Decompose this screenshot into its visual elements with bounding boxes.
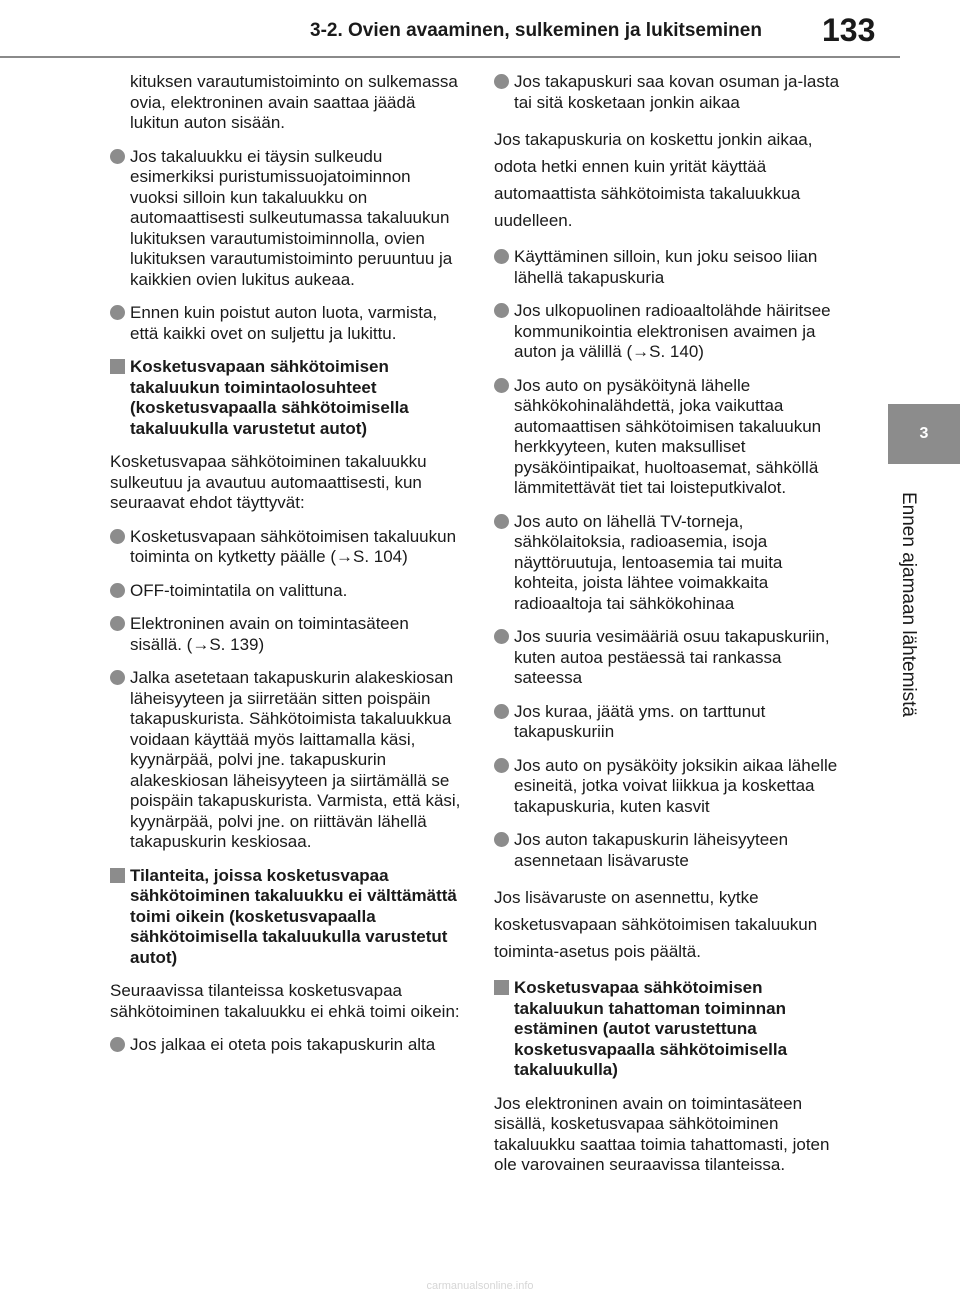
right-column: [494, 72, 846, 1189]
bullet-item: Jos takapuskuri saa kovan osuman ja-lasta tai sitä kosketaan jonkin aikaa: [494, 72, 846, 113]
bullet-dot-icon: [110, 1037, 125, 1052]
page-number: 133: [822, 12, 876, 48]
bullet-dot-icon: [494, 378, 509, 393]
bullet-dot-icon: [110, 149, 125, 164]
paragraph: Seuraavissa tilanteissa kosketusvapaa sähkötoiminen takaluukku ei ehkä toimi oikein:: [110, 981, 460, 1021]
bullet-dot-icon: [494, 74, 509, 89]
bullet-dot-icon: [110, 529, 125, 544]
square-bullet-icon: [110, 868, 125, 883]
bullet-dot-icon: [494, 303, 509, 318]
square-bullet-icon: [494, 980, 509, 995]
bullet-item: Elektroninen avain on toimintasäteen sisällä. (→S. 139): [110, 614, 462, 655]
bullet-item: Jos auto on pysäköity joksikin aikaa lähelle esineitä, jotka voivat liikkua ja koskettaa takapuskuria, kuten kasvit: [494, 756, 846, 818]
bullet-dot-icon: [494, 758, 509, 773]
chapter-number: 3: [919, 425, 929, 442]
header-rule: [0, 56, 900, 58]
bullet-dot-icon: [494, 832, 509, 847]
bullet-dot-icon: [494, 514, 509, 529]
section-heading: Kosketusvapaan sähkötoimisen takaluukun toimintaolosuhteet (kosketusvapaalla sähkötoimisella takaluukulla varustetut autot): [110, 357, 462, 439]
bullet-dot-icon: [494, 704, 509, 719]
square-bullet-icon: [110, 359, 125, 374]
bullet-dot-icon: [110, 583, 125, 598]
section-heading: Kosketusvapaa sähkötoimisen takaluukun tahattoman toiminnan estäminen (autot varustettuna kosketusvapaalla sähkötoimisella takaluukulla): [494, 978, 846, 1081]
paragraph: Jos elektroninen avain on toimintasäteen sisällä, kosketusvapaa sähkötoiminen takaluukku saattaa toimia tahattomasti, joten ole varovainen seuraavissa tilanteissa.: [494, 1093, 830, 1174]
bullet-item: Käyttäminen silloin, kun joku seisoo liian lähellä takapuskuria: [494, 247, 846, 288]
bullet-dot-icon: [110, 670, 125, 685]
bullet-item: Jalka asetetaan takapuskurin alakeskiosan läheisyyteen ja siirretään sitten poispäin takapuskurista. Sähkötoimista takaluukkua voidaan käyttää myös laittamalla käsi, kyynärpää, polvi jne. takapuskurin alakeskiosan läheisyyteen ja siirtämällä se poispäin takapuskurista. Varmista, että käsi, kyynärpää, polvi jne. on riittävän lähellä takapuskurin keskiosaa.: [110, 668, 462, 853]
section-heading: Tilanteita, joissa kosketusvapaa sähkötoiminen takaluukku ei välttämättä toimi oikein (kosketusvapaalla sähkötoimisella takaluukulla varustetut autot): [110, 866, 462, 969]
chapter-title: Ennen ajamaan lähtemistä: [898, 492, 919, 717]
paragraph: Jos lisävaruste on asennettu, kytke kosketusvapaan sähkötoimisen takaluukun toiminta-asetus pois päältä.: [494, 888, 818, 961]
bullet-item: Jos ulkopuolinen radioaaltolähde häiritsee kommunikointia elektronisen avaimen ja auton ja välillä (→S. 140): [494, 301, 846, 363]
bullet-dot-icon: [110, 305, 125, 320]
bullet-item: Jos auton takapuskurin läheisyyteen asennetaan lisävaruste: [494, 830, 846, 871]
watermark: carmanualsonline.info: [426, 1280, 534, 1292]
continued-text: kituksen varautumistoiminto on sulkemassa ovia, elektroninen avain saattaa jäädä lukitun auton sisään.: [130, 72, 458, 132]
chapter-tab: [888, 404, 960, 464]
bullet-item: Ennen kuin poistut auton luota, varmista, että kaikki ovet on suljettu ja lukittu.: [110, 303, 462, 344]
section-title: 3-2. Ovien avaaminen, sulkeminen ja lukitseminen: [310, 20, 762, 41]
bullet-dot-icon: [494, 629, 509, 644]
bullet-item: Jos kuraa, jäätä yms. on tarttunut takapuskuriin: [494, 702, 846, 743]
bullet-item: Jos auto on lähellä TV-torneja, sähkölaitoksia, radioasemia, isoja näyttöruutuja, lentoasemia tai muita kohteita, joista lähtee voimakkaita radioaaltoja tai sähkökohinaa: [494, 512, 846, 615]
bullet-item: Jos takaluukku ei täysin sulkeudu esimerkiksi puristumissuojatoiminnon vuoksi silloin kun takaluukku on automaattisesti sulkeutumassa takaluukun lukituksen varautumistoiminnolla, ovien lukituksen varautumistoiminto peruuntuu ja kaikkien ovien lukitus aukeaa.: [110, 147, 462, 291]
bullet-item: Jos suuria vesimääriä osuu takapuskuriin, kuten autoa pestäessä tai rankassa sateessa: [494, 627, 846, 689]
bullet-dot-icon: [110, 616, 125, 631]
bullet-item: Kosketusvapaan sähkötoimisen takaluukun toiminta on kytketty päälle (→S. 104): [110, 527, 462, 568]
bullet-item: Jos auto on pysäköitynä lähelle sähkökohinalähdettä, joka vaikuttaa automaattisen sähkötoimisen takaluukun herkkyyteen, kuten maksulliset pysäköintipaikat, huoltoasemat, sähköllä lämmitettävät tiet tai loisteputkivalot.: [494, 376, 846, 499]
bullet-item: OFF-toimintatila on valittuna.: [110, 581, 462, 602]
bullet-dot-icon: [494, 249, 509, 264]
paragraph: Jos takapuskuria on koskettu jonkin aikaa, odota hetki ennen kuin yrität käyttää automaattista sähkötoimista takaluukkua uudelleen.: [494, 130, 813, 230]
paragraph: Kosketusvapaa sähkötoiminen takaluukku sulkeutuu ja avautuu automaattisesti, kun seuraavat ehdot täyttyvät:: [110, 452, 427, 512]
bullet-item: Jos jalkaa ei oteta pois takapuskurin alta: [110, 1035, 462, 1056]
left-column: [110, 72, 462, 1069]
